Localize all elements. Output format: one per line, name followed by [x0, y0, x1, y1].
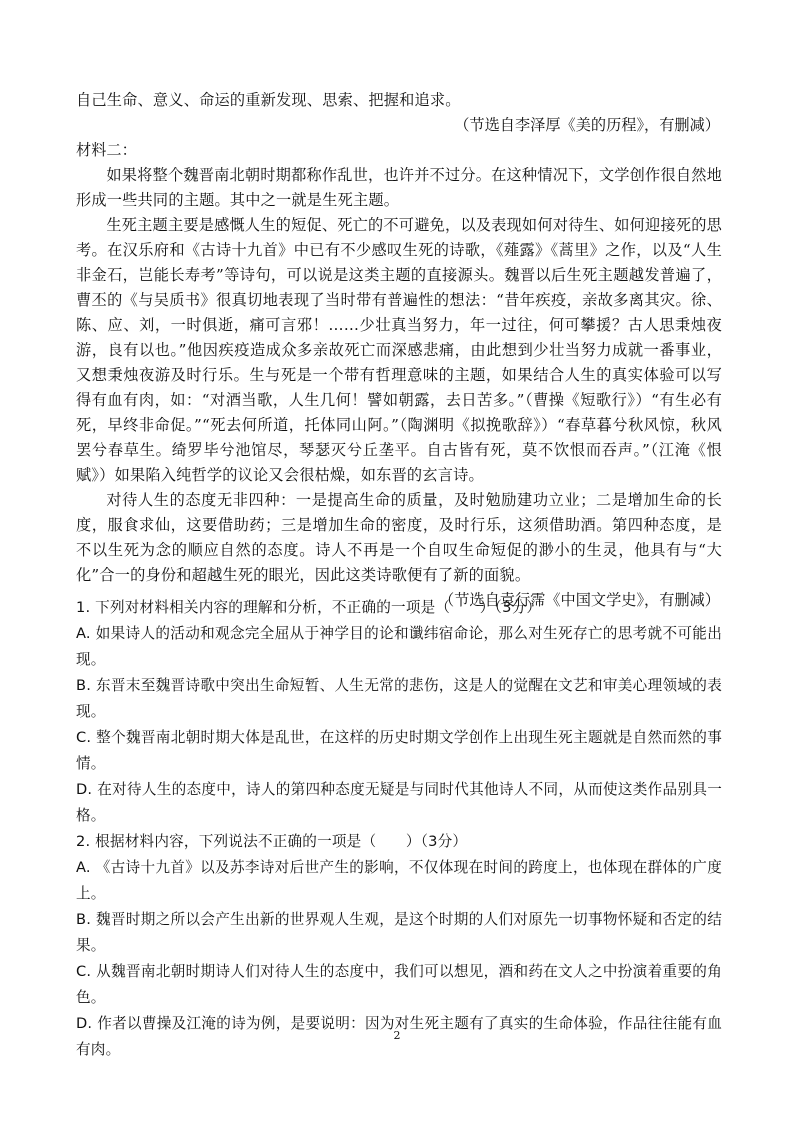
- questions-section: [76, 595, 722, 1063]
- question-2-option-a: A. 《古诗十九首》以及苏李诗对后世产生的影响，不仅体现在时间的跨度上，也体现在群体的广度上。: [76, 859, 722, 902]
- material2-label: 材料二：: [76, 141, 137, 159]
- material1-source: （节选自李泽厚《美的历程》，有删减）: [454, 116, 720, 134]
- question-2-option-c: C. 从魏晋南北朝时期诗人们对待人生的态度中，我们可以想见，酒和药在文人之中扮演着重要的角色。: [76, 963, 722, 1006]
- question-1-option-c: C. 整个魏晋南北朝时期大体是乱世，在这样的历史时期文学创作上出现生死主题就是自然而然的事情。: [76, 729, 722, 772]
- question-1-option-a: A. 如果诗人的活动和观念完全屈从于神学目的论和谶纬宿命论，那么对生死存亡的思考就不可能出现。: [76, 625, 722, 668]
- material2-paragraph-3: 对待人生的态度无非四种：一是提高生命的质量，及时勉励建功立业；二是增加生命的长度，服食求仙，这要借助药；三是增加生命的密度，及时行乐，这须借助酒。第四种态度，是不以生死为念的顺应自然的态度。诗人不再是一个自叹生命短促的渺小的生灵，他具有与“大化”合一的身份和超越生死的眼光，因此这类诗歌便有了新的面貌。: [76, 491, 722, 584]
- question-2-option-b: B. 魏晋时期之所以会产生出新的世界观人生观，是这个时期的人们对原先一切事物怀疑和否定的结果。: [76, 911, 722, 954]
- material2-paragraph-1: 如果将整个魏晋南北朝时期都称作乱世，也许并不过分。在这种情况下，文学创作很自然地形成一些共同的主题。其中之一就是生死主题。: [76, 166, 722, 209]
- material1-section: [76, 88, 722, 138]
- page-number: 2: [393, 1029, 401, 1042]
- material2-paragraph-2: 生死主题主要是感慨人生的短促、死亡的不可避免，以及表现如何对待生、如何迎接死的思考。在汉乐府和《古诗十九首》中已有不少感叹生死的诗歌，《薤露》《蒿里》之作，以及“人生非金石，岂能长寿考”等诗句，可以说是这类主题的直接源头。魏晋以后生死主题越发普遍了，曹丕的《与吴质书》很真切地表现了当时带有普遍性的想法：“昔年疾疫，亲故多离其灾。徐、陈、应、刘，一时俱逝，痛可言邪！……少壮真当努力，年一过往，何可攀援？古人思秉烛夜游，良有以也。”他因疾疫造成众多亲故死亡而深感悲痛，由此想到少壮当努力成就一番事业，又想秉烛夜游及时行乐。生与死是一个带有哲理意味的主题，如果结合人生的真实体验可以写得有血有肉，如：“对酒当歌，人生几何！譬如朝露，去日苦多。”（曹操《短歌行》）“有生必有死，早终非命促。”“死去何所道，托体同山阿。”（陶渊明《拟挽歌辞》）“春草暮兮秋风惊，秋风罢兮春草生。绮罗毕兮池馆尽，琴瑟灭兮丘垄平。自古皆有死，莫不饮恨而吞声。”（江淹《恨赋》）如果陷入纯哲学的议论又会很枯燥，如东晋的玄言诗。: [76, 216, 722, 484]
- material1-tail-text: 自己生命、意义、命运的重新发现、思索、把握和追求。: [76, 91, 461, 109]
- question-1-option-d: D. 在对待人生的态度中，诗人的第四种态度无疑是与同时代其他诗人不同，从而使这类作品别具一格。: [76, 781, 722, 824]
- question-2-option-d: D. 作者以曹操及江淹的诗为例，是要说明：因为对生死主题有了真实的生命体验，作品往往能有血有肉。: [76, 1015, 722, 1058]
- question-1-stem: 1. 下列对材料相关内容的理解和分析，不正确的一项是（ ）（3分）: [76, 599, 542, 616]
- question-2-stem: 2. 根据材料内容，下列说法不正确的一项是（ ）（3分）: [76, 833, 468, 850]
- question-1-option-b: B. 东晋末至魏晋诗歌中突出生命短暂、人生无常的悲伤，这是人的觉醒在文艺和审美心理领域的表现。: [76, 677, 722, 720]
- question-1: [76, 595, 722, 829]
- material2-source: （节选自袁行霈《中国文学史》，有删减）: [439, 591, 720, 609]
- question-2: [76, 829, 722, 1063]
- material2-section: [76, 138, 722, 613]
